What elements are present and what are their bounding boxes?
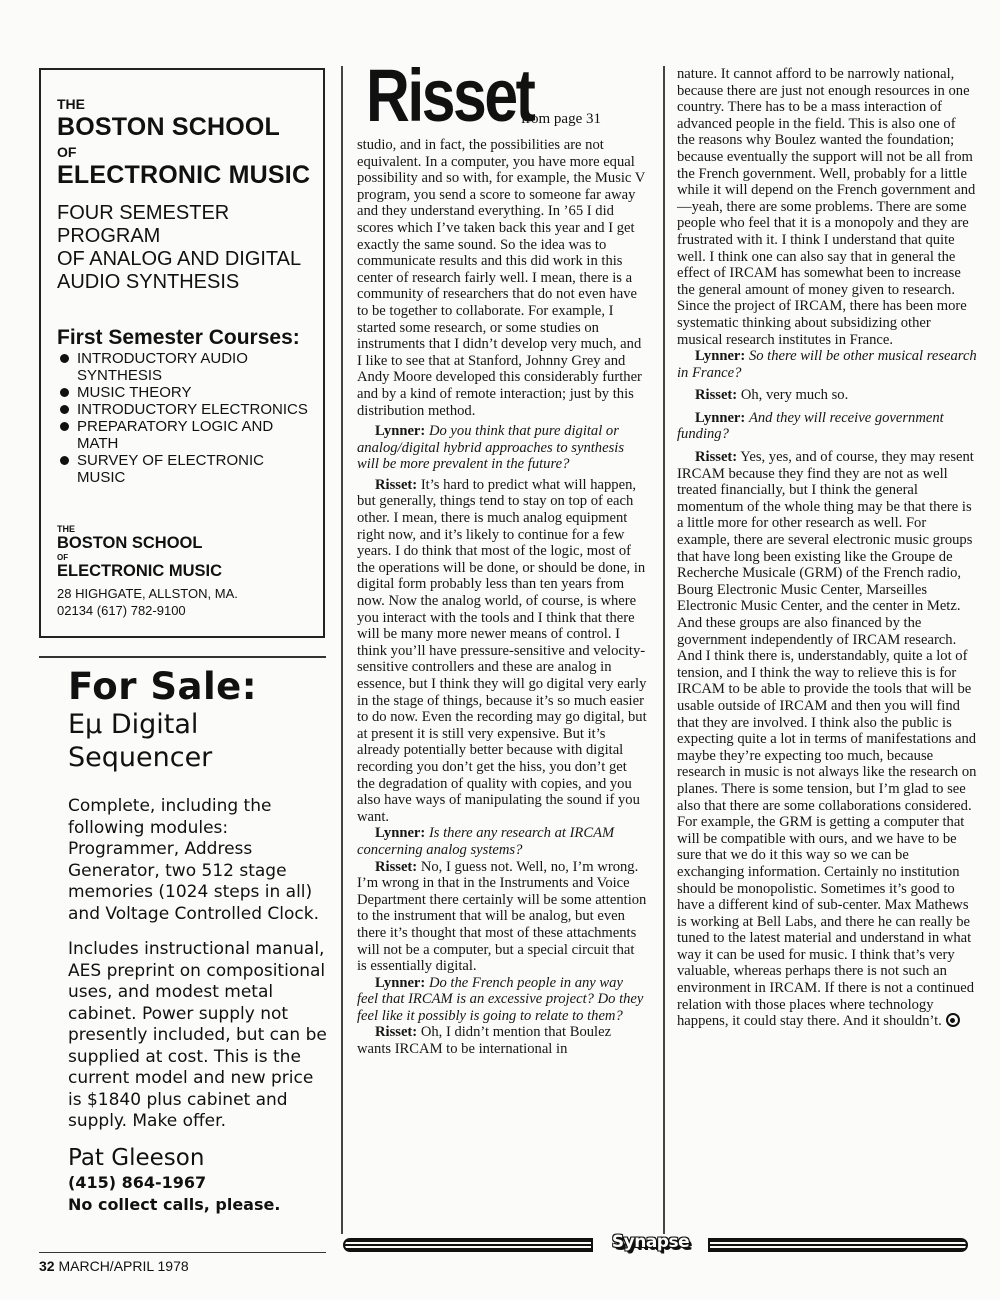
interviewer-question [677,410,977,443]
subject-answer [357,859,647,975]
signature-name-line1: BOSTON SCHOOL [57,534,203,552]
sale-description: Complete, including the following modules: Programmer, Address Generator, two 512 stage memories (1024 steps in all) and Voltage Controlled Clock. [68,796,319,924]
signature-the: THE [57,524,75,534]
question-text: So there will be other musical research in France? [677,348,977,381]
answer-text: Oh, I didn’t mention that Boulez wants IRCAM to be international in [357,1024,612,1058]
answer-text: Oh, very much so. [740,387,849,404]
speaker-label: Lynner: [375,974,426,991]
headline-title: Risset [366,54,534,137]
subject-answer [677,449,977,1030]
address-line1: 28 HIGHGATE, ALLSTON, MA. [57,586,238,601]
address-line2-phone: 02134 (617) 782-9100 [57,603,186,618]
sale-product-line1: Eμ Digital [68,709,199,740]
sale-includes: Includes instructional manual, AES preprint on compositional uses, and modest metal cabinet. Power supply not presently included, but can be supplied at cost. This is the current model and new price is $1840 plus cabinet and supply. Make offer. [68,939,327,1131]
article-column-2 [357,137,647,1058]
speaker-label: Risset: [695,387,738,404]
question-text: Do the French people in any way feel that IRCAM is an excessive project? Do they feel like it possibly is going to relate to them? [357,974,644,1024]
program-line: FOUR SEMESTER PROGRAM [57,202,230,247]
subject-answer [357,1024,647,1057]
interviewer-question [677,348,977,381]
question-text: Do you think that pure digital or analog/digital hybrid approaches to synthesis will be more prevalent in the future? [357,423,624,473]
sale-contact-name: Pat Gleeson [68,1144,205,1171]
ad-program-description [57,202,323,294]
column-divider-left [341,66,343,1234]
continued-from-link[interactable]: from page 31 [521,111,601,127]
folio-rule [39,1252,326,1253]
answer-text: Yes, yes, and of course, they may resent IRCAM because they find they are not as well treated financially, but I think the general momentum of the whole thing may be that there is a little more for other research as well. For example, there are several electronic music groups that have long been existing like the Groupe de Recherche Musicale (GRM) of the French radio, Bourg Electronic Music Center, Marseilles Electronic Music Center, and the center in Metz. And these groups are also financed by the government independently of IRCAM research. And I think there is, understandably, quite a lot of tension, and I think the way to relieve this is for IRCAM to be able to provide the tools that will be usable outside of IRCAM and then you will find that they are involved. I think also the public is expecting quite a lot in terms of manifestations and maybe they’re expecting too much, because research in music is not always like the research on planes. There is some tension, but I’m glad to see also that there are some collaborations considered. For example, the GRM is getting a computer that will be compatible with ours, and we have to be sure that we do it this way so we can be exchanging information. Certainly no institution should be monopolistic. Sometimes it’s good to have a different kind of sub-center. Max Mathews is working at Bell Labs, and there he can really be tuned to the latest material and understand in what way it can be used for music. I think that’s very valuable, whereas perhaps there is not such an environment in IRCAM. If there is not a continued relation with those places where technology happens, it could stay there. And it shouldn’t. [677,449,977,1030]
course-item: SURVEY OF ELECTRONIC MUSIC [57,452,287,486]
ad-school-name-line2: ELECTRONIC MUSIC [57,161,311,189]
paragraph-text: nature. It cannot afford to be narrowly national, because there are just not enough resources in one country. There has to be a mass interaction of advanced people in the field. This is also one of the reasons why Boulez wanted the foundation; because eventually the support will not be all from the French government. Well, probably for a little while it will depend on the French government and—yeah, there are some problems. There are some people who feel that it is a monopoly and they are frustrated with it. I think I understand that quite well. I think one can also say that in general the effect of IRCAM has somewhat been to increase the general amount of money given to research. Since the project of IRCAM, there has been more systematic thinking about subsidizing other musical research institutes in France. [677,66,976,348]
signature-of: OF [57,553,69,562]
page-folio [39,1258,189,1274]
issue-date: MARCH/APRIL 1978 [58,1258,189,1274]
ad-address [57,585,323,619]
column-divider-right [663,66,665,1234]
article-headline [366,54,601,137]
speaker-label: Lynner: [375,423,426,440]
footer-bar-left [343,1238,593,1252]
signature-name-line2: ELECTRONIC MUSIC [57,562,222,580]
speaker-label: Risset: [375,1024,418,1041]
ad-of: OF [57,144,77,160]
answer-text: It’s hard to predict what will happen, but generally, things tend to stay on top of each other. I mean, there is much analog equipment right now, and it’s likely to continue for a few years. I do think that most of the logic, most of the operations will be done, or should be done, in digital form probably less than ten years from now. Now the analog world, of course, is where you interact with the tools and I think that there will be many more newer means of control. I think you’ll have pressure-sensitive and velocity-sensitive controllers and these are analog in essence, but I think they will go digital very early in the stage of things, because it’s so much easier to do now. Even the recording may go digital, but at present it is still very expensive. But it’s already potentially better because with digital recording you don’t get the hiss, you don’t get the degradation of quality with copies, and you also have ways of manipulating the sound if you want. [357,476,647,825]
synapse-logo: Synapse [611,1232,690,1252]
speaker-label: Risset: [695,449,738,466]
course-item: INTRODUCTORY AUDIO SYNTHESIS [57,350,297,384]
course-item: MUSIC THEORY [57,384,323,401]
course-item: INTRODUCTORY ELECTRONICS [57,401,323,418]
ad-signature [57,524,323,619]
course-item: PREPARATORY LOGIC AND MATH [57,418,307,452]
paragraph [357,137,647,419]
interviewer-question [357,423,647,473]
answer-text: No, I guess not. Well, no, I’m wrong. I’m wrong in that in the Instruments and Voice Department there certainly will be some attention to the instrument that will be analog, but even there it’s thought that most of these attachments will not be a computer, but a special circuit that is essentially digital. [357,858,647,975]
ad-the: THE [57,96,85,112]
sale-product-line2: Sequencer [68,742,213,773]
subject-answer [677,387,977,404]
ad-school-name-line1: BOSTON SCHOOL [57,113,280,141]
program-line: OF ANALOG AND DIGITAL [57,248,302,270]
for-sale-ad [68,666,330,1216]
article-column-3 [677,66,977,1030]
footer-bar-right [708,1238,968,1252]
sale-contact-phone: (415) 864-1967 [68,1172,207,1192]
paragraph [677,66,977,348]
paragraph-text: studio, and in fact, the possibilities are not equivalent. In a computer, you have more equal possibility and so with, for example, the Music V program, you send a score to someone far away and they understand everything. In ’65 I did scores which I’ve taken back this year and I get exactly the same sound. So the idea was to communicate results and this did work in this center of research fairly well. I mean, there is a community of researchers that do not even have to be together to collaborate. For example, I started some research, or some studies on instruments that I didn’t develop very much, and I like to see that at Stanford, Johnny Grey and Andy Moore developed this considerably further and by a kind of remote interaction; just by this distribution method. [357,137,646,419]
interviewer-question [357,975,647,1025]
speaker-label: Risset: [375,858,418,875]
ad-separator-rule [39,656,326,658]
courses-title: First Semester Courses: [57,326,300,349]
sale-title: For Sale: [68,665,258,708]
sale-contact-note: No collect calls, please. [68,1194,281,1214]
page-number: 32 [39,1258,55,1274]
program-line: AUDIO SYNTHESIS [57,271,240,293]
interviewer-question [357,825,647,858]
question-text: Is there any research at IRCAM concerning analog systems? [357,825,615,858]
boston-school-ad [39,68,325,638]
synapse-footer-bar [343,1232,968,1252]
speaker-label: Lynner: [375,825,426,842]
speaker-label: Risset: [375,476,418,493]
speaker-label: Lynner: [695,409,746,426]
question-text: And they will receive government funding? [677,409,944,443]
course-list [57,350,323,486]
subject-answer [357,477,647,825]
speaker-label: Lynner: [695,348,746,365]
end-of-article-bullseye-icon [946,1013,960,1027]
